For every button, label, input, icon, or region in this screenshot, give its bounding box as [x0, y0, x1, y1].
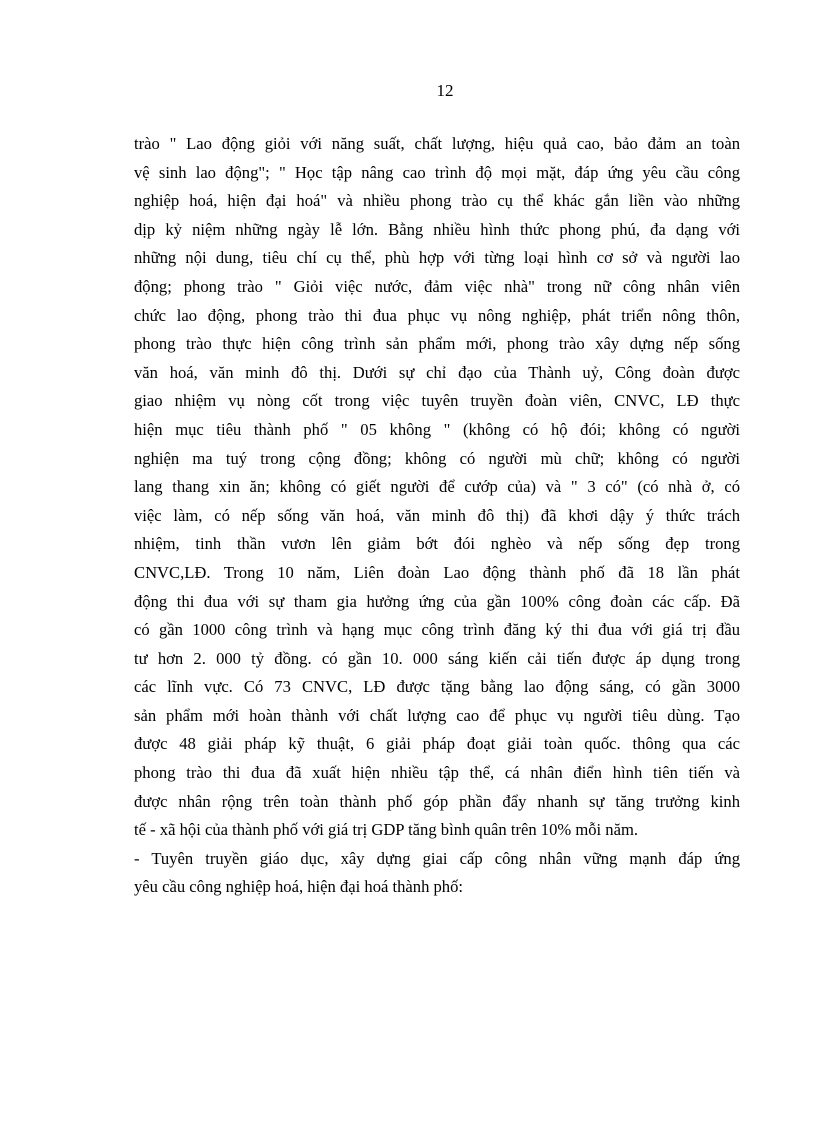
text-line: hiện mục tiêu thành phố " 05 không " (không có hộ đói; không có người: [134, 419, 740, 439]
text-line: chức lao động, phong trào thi đua phục vụ nông nghiệp, phát triển nông thôn,: [134, 305, 740, 325]
text-line: được 48 giải pháp kỹ thuật, 6 giải pháp đoạt giải toàn quốc. thông qua các: [134, 734, 740, 754]
text-line: nghiệp hoá, hiện đại hoá" và nhiều phong trào cụ thể khác gắn liền vào những: [134, 191, 740, 211]
text-line: phong trào thi đua đã xuất hiện nhiều tập thể, cá nhân điển hình tiên tiến và: [134, 763, 740, 783]
text-line: vệ sinh lao động"; " Học tập nâng cao trình độ mọi mặt, đáp ứng yêu cầu công: [134, 162, 740, 182]
text-line: văn hoá, văn minh đô thị. Dưới sự chỉ đạo của Thành uỷ, Công đoàn được: [134, 362, 740, 382]
text-line: nghiện ma tuý trong cộng đồng; không có người mù chữ; không có người: [134, 448, 740, 468]
paragraph-main: [134, 130, 740, 845]
text-line: tư hơn 2. 000 tỷ đồng. có gần 10. 000 sáng kiến cải tiến được áp dụng trong: [134, 648, 740, 668]
text-line: động thi đua với sự tham gia hưởng ứng của gần 100% công đoàn các cấp. Đã: [134, 591, 740, 611]
text-line: trào " Lao động giỏi với năng suất, chất lượng, hiệu quả cao, bảo đảm an toàn: [134, 134, 740, 153]
text-line: nhiệm, tinh thần vươn lên giảm bớt đói nghèo và nếp sống đẹp trong: [134, 534, 740, 554]
text-line: những nội dung, tiêu chí cụ thể, phù hợp với từng loại hình cơ sở và người lao: [134, 248, 740, 268]
text-line: việc làm, có nếp sống văn hoá, văn minh đô thị) đã khơi dậy ý thức trách: [134, 505, 740, 525]
text-line: các lĩnh vực. Có 73 CNVC, LĐ được tặng bằng lao động sáng, có gần 3000: [134, 677, 740, 697]
text-line: động; phong trào " Giỏi việc nước, đảm việc nhà" trong nữ công nhân viên: [134, 276, 740, 296]
text-line: lang thang xin ăn; không có giết người để cướp của) và " 3 có" (có nhà ở, có: [134, 477, 740, 497]
text-line: giao nhiệm vụ nòng cốt trong việc tuyên truyền đoàn viên, CNVC, LĐ thực: [134, 391, 740, 411]
text-line: phong trào thực hiện công trình sản phẩm mới, phong trào xây dựng nếp sống: [134, 334, 740, 354]
page-number: 12: [436, 81, 454, 100]
text-line: dịp kỷ niệm những ngày lễ lớn. Bằng nhiều hình thức phong phú, đa dạng với: [134, 219, 740, 239]
heading-line: - Tuyên truyền giáo dục, xây dựng giai cấp công nhân vững mạnh đáp ứng: [134, 848, 740, 868]
text-line: tế - xã hội của thành phố với giá trị GDP tăng bình quân trên 10% mỗi năm.: [134, 820, 639, 840]
text-line: được nhân rộng trên toàn thành phố góp phần đẩy nhanh sự tăng trưởng kinh: [134, 791, 740, 811]
text-line: CNVC,LĐ. Trong 10 năm, Liên đoàn Lao động thành phố đã 18 lần phát: [134, 562, 740, 582]
paragraph-section-heading: [134, 845, 740, 902]
heading-line: yêu cầu công nghiệp hoá, hiện đại hoá thành phố:: [134, 877, 464, 897]
text-line: sản phẩm mới hoàn thành với chất lượng cao để phục vụ người tiêu dùng. Tạo: [134, 705, 740, 725]
text-line: có gần 1000 công trình và hạng mục công trình đăng ký thi đua với giá trị đầu: [134, 620, 740, 640]
document-body: [134, 130, 740, 902]
